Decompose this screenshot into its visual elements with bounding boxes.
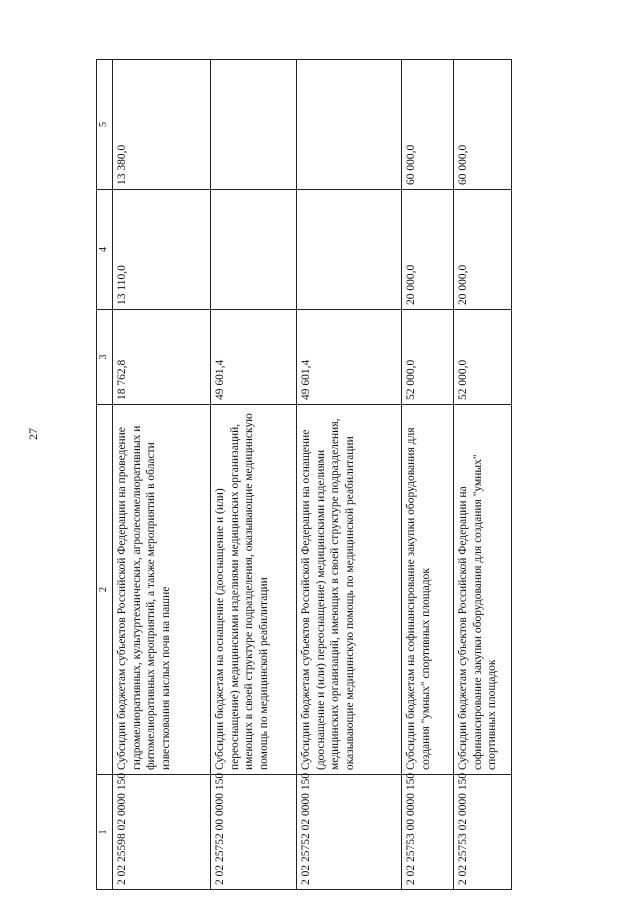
- description: Субсидии бюджетам на софинансирование закупки оборудования для создания "умных" спортивных площадок: [401, 405, 453, 775]
- budget-code: 2 02 25752 02 0000 150: [296, 775, 401, 890]
- table-row: [401, 60, 453, 890]
- header-cell-2: 2: [97, 405, 113, 775]
- value-col-4: 20 000,0: [453, 190, 511, 310]
- page-number: 27: [26, 428, 40, 440]
- description: Субсидии бюджетам субъектов Российской Федерации на проведение гидромелиоративных, культуртехнических, агролесомелиоративных и фитомелиоративных мероприятий, а также мероприятий в области известкования кислых почв на пашне: [112, 405, 210, 775]
- value-col-4: 20 000,0: [401, 190, 453, 310]
- budget-code: 2 02 25752 00 0000 150: [210, 775, 296, 890]
- value-col-3: 49 601,4: [210, 310, 296, 405]
- table-row: [210, 60, 296, 890]
- header-row: [97, 60, 113, 890]
- value-col-5: [210, 60, 296, 190]
- value-col-3: 49 601,4: [296, 310, 401, 405]
- value-col-3: 52 000,0: [453, 310, 511, 405]
- header-cell-3: 3: [97, 310, 113, 405]
- table-row: [296, 60, 401, 890]
- value-col-5: 13 380,0: [112, 60, 210, 190]
- budget-code: 2 02 25753 02 0000 150: [453, 775, 511, 890]
- description: Субсидии бюджетам субъектов Российской Федерации на оснащение (дооснащение и (или) переоснащение) медицинскими изделиями медицинских организаций, имеющих в своей структуре подразделения, оказывающие медицинскую помощь по медицинской реабилитации: [296, 405, 401, 775]
- description: Субсидии бюджетам субъектов Российской Федерации на софинансирование закупки оборудования для создания "умных" спортивных площадок: [453, 405, 511, 775]
- header-cell-4: 4: [97, 190, 113, 310]
- budget-code: 2 02 25598 02 0000 150: [112, 775, 210, 890]
- value-col-3: 52 000,0: [401, 310, 453, 405]
- value-col-4: [296, 190, 401, 310]
- table-row: [112, 60, 210, 890]
- budget-code: 2 02 25753 00 0000 150: [401, 775, 453, 890]
- header-cell-5: 5: [97, 60, 113, 190]
- value-col-4: 13 110,0: [112, 190, 210, 310]
- value-col-4: [210, 190, 296, 310]
- value-col-5: 60 000,0: [453, 60, 511, 190]
- value-col-5: [296, 60, 401, 190]
- budget-table-container: [96, 60, 640, 890]
- table-row: [453, 60, 511, 890]
- value-col-5: 60 000,0: [401, 60, 453, 190]
- header-cell-1: 1: [97, 775, 113, 890]
- value-col-3: 18 762,8: [112, 310, 210, 405]
- budget-table: [96, 59, 512, 890]
- description: Субсидии бюджетам на оснащение (дооснащение и (или) переоснащение) медицинскими изделиями медицинских организаций, имеющих в своей структуре подразделения, оказывающие медицинскую помощь по медицинской реабилитации: [210, 405, 296, 775]
